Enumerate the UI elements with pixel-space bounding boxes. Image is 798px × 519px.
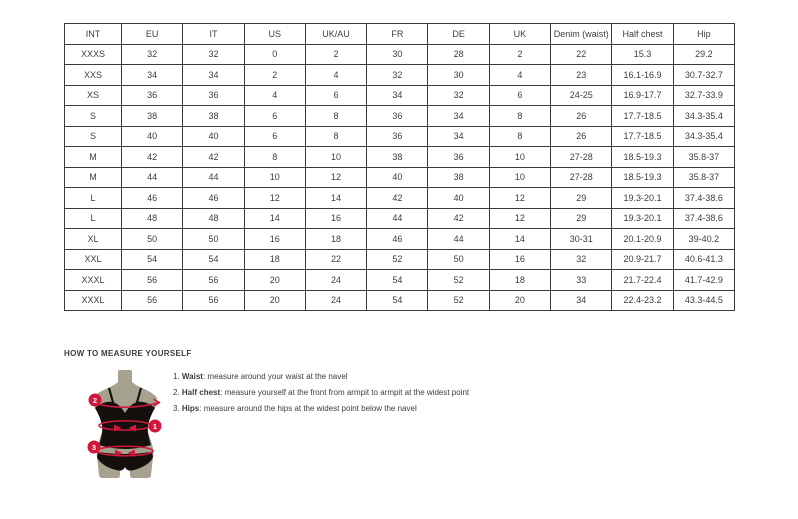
table-cell: 23 <box>551 65 612 86</box>
table-cell: 42 <box>367 188 428 209</box>
table-cell: 26 <box>551 126 612 147</box>
table-cell: 44 <box>428 229 489 250</box>
column-header: Half chest <box>612 24 673 45</box>
table-cell: XXXS <box>65 44 122 65</box>
table-cell: 48 <box>183 208 244 229</box>
table-cell: 44 <box>183 167 244 188</box>
table-row <box>65 85 735 106</box>
table-cell: 17.7-18.5 <box>612 106 673 127</box>
table-cell: 32 <box>551 249 612 270</box>
table-cell: 34.3-35.4 <box>673 106 734 127</box>
badge-hips-number: 3 <box>91 442 97 452</box>
table-cell: 37.4-38.6 <box>673 208 734 229</box>
table-cell: 38 <box>122 106 183 127</box>
column-header: US <box>244 24 305 45</box>
table-cell: 10 <box>489 167 550 188</box>
table-cell: XL <box>65 229 122 250</box>
table-cell: 27-28 <box>551 147 612 168</box>
table-cell: 34 <box>367 85 428 106</box>
badge-waist-number: 1 <box>152 421 158 431</box>
table-cell: 2 <box>489 44 550 65</box>
table-cell: 39-40.2 <box>673 229 734 250</box>
table-cell: 36 <box>367 106 428 127</box>
table-cell: 54 <box>122 249 183 270</box>
table-row <box>65 290 735 311</box>
table-cell: 10 <box>489 147 550 168</box>
table-cell: 32 <box>367 65 428 86</box>
step-label: Half chest <box>181 388 221 397</box>
table-cell: 2 <box>305 44 366 65</box>
table-cell: 41.7-42.9 <box>673 270 734 291</box>
measure-step-hips <box>173 401 469 417</box>
table-row <box>65 44 735 65</box>
step-label: Waist <box>181 372 203 381</box>
measure-steps <box>173 369 469 417</box>
table-cell: 22.4-23.2 <box>612 290 673 311</box>
table-cell: 34 <box>428 126 489 147</box>
table-cell: 29.2 <box>673 44 734 65</box>
table-cell: 40.6-41.3 <box>673 249 734 270</box>
table-cell: 30 <box>428 65 489 86</box>
header-row <box>65 24 735 45</box>
table-cell: 54 <box>367 270 428 291</box>
table-cell: 4 <box>244 85 305 106</box>
table-row <box>65 270 735 291</box>
table-row <box>65 106 735 127</box>
table-cell: 29 <box>551 208 612 229</box>
step-number: 2. <box>173 388 180 397</box>
table-cell: 18.5-19.3 <box>612 167 673 188</box>
table-cell: 28 <box>428 44 489 65</box>
size-table-body <box>65 44 735 311</box>
table-cell: 44 <box>367 208 428 229</box>
column-header: INT <box>65 24 122 45</box>
table-cell: 12 <box>489 188 550 209</box>
table-cell: 14 <box>244 208 305 229</box>
column-header: DE <box>428 24 489 45</box>
step-text: : measure yourself at the front from armpit to armpit at the widest point <box>220 388 470 397</box>
table-cell: 50 <box>122 229 183 250</box>
table-cell: 18 <box>244 249 305 270</box>
table-cell: 56 <box>122 270 183 291</box>
table-cell: 34 <box>551 290 612 311</box>
table-cell: 17.7-18.5 <box>612 126 673 147</box>
table-cell: 40 <box>367 167 428 188</box>
table-cell: 46 <box>367 229 428 250</box>
table-row <box>65 147 735 168</box>
table-cell: S <box>65 126 122 147</box>
table-cell: 26 <box>551 106 612 127</box>
table-cell: 35.8-37 <box>673 147 734 168</box>
table-cell: 20.1-20.9 <box>612 229 673 250</box>
table-cell: 6 <box>489 85 550 106</box>
step-number: 1. <box>173 372 180 381</box>
measure-step-half-chest <box>173 385 469 401</box>
table-cell: 56 <box>183 270 244 291</box>
table-cell: 52 <box>367 249 428 270</box>
table-cell: 20 <box>489 290 550 311</box>
table-cell: 24 <box>305 270 366 291</box>
table-cell: 16 <box>244 229 305 250</box>
table-row <box>65 126 735 147</box>
table-cell: 4 <box>489 65 550 86</box>
table-cell: 43.3-44.5 <box>673 290 734 311</box>
table-cell: 6 <box>244 126 305 147</box>
table-cell: 18.5-19.3 <box>612 147 673 168</box>
column-header: UK/AU <box>305 24 366 45</box>
table-row <box>65 65 735 86</box>
step-label: Hips <box>181 404 200 413</box>
how-to-measure-heading: HOW TO MEASURE YOURSELF <box>64 349 192 358</box>
table-cell: L <box>65 188 122 209</box>
size-table-head <box>65 24 735 45</box>
table-cell: 36 <box>428 147 489 168</box>
table-cell: 56 <box>122 290 183 311</box>
measure-step-waist <box>173 369 469 385</box>
table-cell: 52 <box>428 290 489 311</box>
table-cell: 16.1-16.9 <box>612 65 673 86</box>
table-cell: 19.3-20.1 <box>612 208 673 229</box>
table-cell: 34.3-35.4 <box>673 126 734 147</box>
table-cell: 15.3 <box>612 44 673 65</box>
table-cell: 42 <box>428 208 489 229</box>
table-cell: 46 <box>183 188 244 209</box>
table-cell: 36 <box>183 85 244 106</box>
table-cell: 38 <box>428 167 489 188</box>
table-cell: 27-28 <box>551 167 612 188</box>
table-cell: XXXL <box>65 290 122 311</box>
table-cell: 12 <box>489 208 550 229</box>
table-cell: 19.3-20.1 <box>612 188 673 209</box>
table-cell: 32 <box>122 44 183 65</box>
table-cell: 8 <box>244 147 305 168</box>
column-header: EU <box>122 24 183 45</box>
table-cell: L <box>65 208 122 229</box>
column-header: Denim (waist) <box>551 24 612 45</box>
table-cell: 50 <box>428 249 489 270</box>
table-cell: 21.7-22.4 <box>612 270 673 291</box>
table-cell: 50 <box>183 229 244 250</box>
table-cell: 30-31 <box>551 229 612 250</box>
table-cell: 20 <box>244 270 305 291</box>
table-cell: 14 <box>305 188 366 209</box>
table-cell: 6 <box>305 85 366 106</box>
table-cell: 40 <box>183 126 244 147</box>
table-cell: 18 <box>305 229 366 250</box>
column-header: Hip <box>673 24 734 45</box>
table-cell: 12 <box>305 167 366 188</box>
column-header: IT <box>183 24 244 45</box>
table-cell: 56 <box>183 290 244 311</box>
table-cell: 16 <box>489 249 550 270</box>
table-cell: 42 <box>183 147 244 168</box>
table-cell: 10 <box>244 167 305 188</box>
table-row <box>65 167 735 188</box>
table-cell: 14 <box>489 229 550 250</box>
table-cell: XXL <box>65 249 122 270</box>
table-cell: 2 <box>244 65 305 86</box>
mannequin-illustration <box>79 368 171 483</box>
size-table <box>64 23 735 311</box>
table-cell: 4 <box>305 65 366 86</box>
badge-hips <box>88 441 101 454</box>
table-cell: 32 <box>428 85 489 106</box>
table-cell: 8 <box>489 126 550 147</box>
table-cell: 54 <box>367 290 428 311</box>
table-cell: 16 <box>305 208 366 229</box>
table-cell: 40 <box>122 126 183 147</box>
table-cell: 12 <box>244 188 305 209</box>
table-cell: 6 <box>244 106 305 127</box>
table-cell: 54 <box>183 249 244 270</box>
table-cell: 36 <box>367 126 428 147</box>
table-cell: 37.4-38.6 <box>673 188 734 209</box>
table-cell: 34 <box>428 106 489 127</box>
table-cell: 20.9-21.7 <box>612 249 673 270</box>
table-cell: S <box>65 106 122 127</box>
table-cell: 22 <box>551 44 612 65</box>
table-cell: XXXL <box>65 270 122 291</box>
table-cell: 8 <box>305 126 366 147</box>
table-cell: 0 <box>244 44 305 65</box>
step-number: 3. <box>173 404 180 413</box>
step-text: : measure around the hips at the widest point below the navel <box>199 404 417 413</box>
table-cell: 38 <box>183 106 244 127</box>
table-cell: 32 <box>183 44 244 65</box>
table-row <box>65 249 735 270</box>
step-text: : measure around your waist at the navel <box>202 372 348 381</box>
table-cell: 38 <box>367 147 428 168</box>
table-cell: 18 <box>489 270 550 291</box>
table-cell: 22 <box>305 249 366 270</box>
table-cell: 8 <box>489 106 550 127</box>
table-row <box>65 208 735 229</box>
table-cell: 48 <box>122 208 183 229</box>
badge-waist <box>149 420 162 433</box>
table-cell: 20 <box>244 290 305 311</box>
column-header: UK <box>489 24 550 45</box>
table-cell: 40 <box>428 188 489 209</box>
table-cell: 35.8-37 <box>673 167 734 188</box>
table-cell: 29 <box>551 188 612 209</box>
table-cell: 30.7-32.7 <box>673 65 734 86</box>
table-cell: 8 <box>305 106 366 127</box>
table-cell: 24-25 <box>551 85 612 106</box>
measurement-figure <box>79 368 171 483</box>
table-cell: XS <box>65 85 122 106</box>
table-cell: 34 <box>122 65 183 86</box>
table-cell: 10 <box>305 147 366 168</box>
table-cell: 44 <box>122 167 183 188</box>
table-cell: XXS <box>65 65 122 86</box>
table-cell: 46 <box>122 188 183 209</box>
table-cell: 24 <box>305 290 366 311</box>
table-cell: 36 <box>122 85 183 106</box>
table-cell: 52 <box>428 270 489 291</box>
table-row <box>65 229 735 250</box>
badge-half-chest-number: 2 <box>92 395 98 405</box>
table-cell: 32.7-33.9 <box>673 85 734 106</box>
column-header: FR <box>367 24 428 45</box>
badge-half-chest <box>89 394 102 407</box>
table-cell: M <box>65 147 122 168</box>
table-cell: M <box>65 167 122 188</box>
table-row <box>65 188 735 209</box>
table-cell: 34 <box>183 65 244 86</box>
table-cell: 30 <box>367 44 428 65</box>
table-cell: 33 <box>551 270 612 291</box>
table-cell: 42 <box>122 147 183 168</box>
table-cell: 16.9-17.7 <box>612 85 673 106</box>
